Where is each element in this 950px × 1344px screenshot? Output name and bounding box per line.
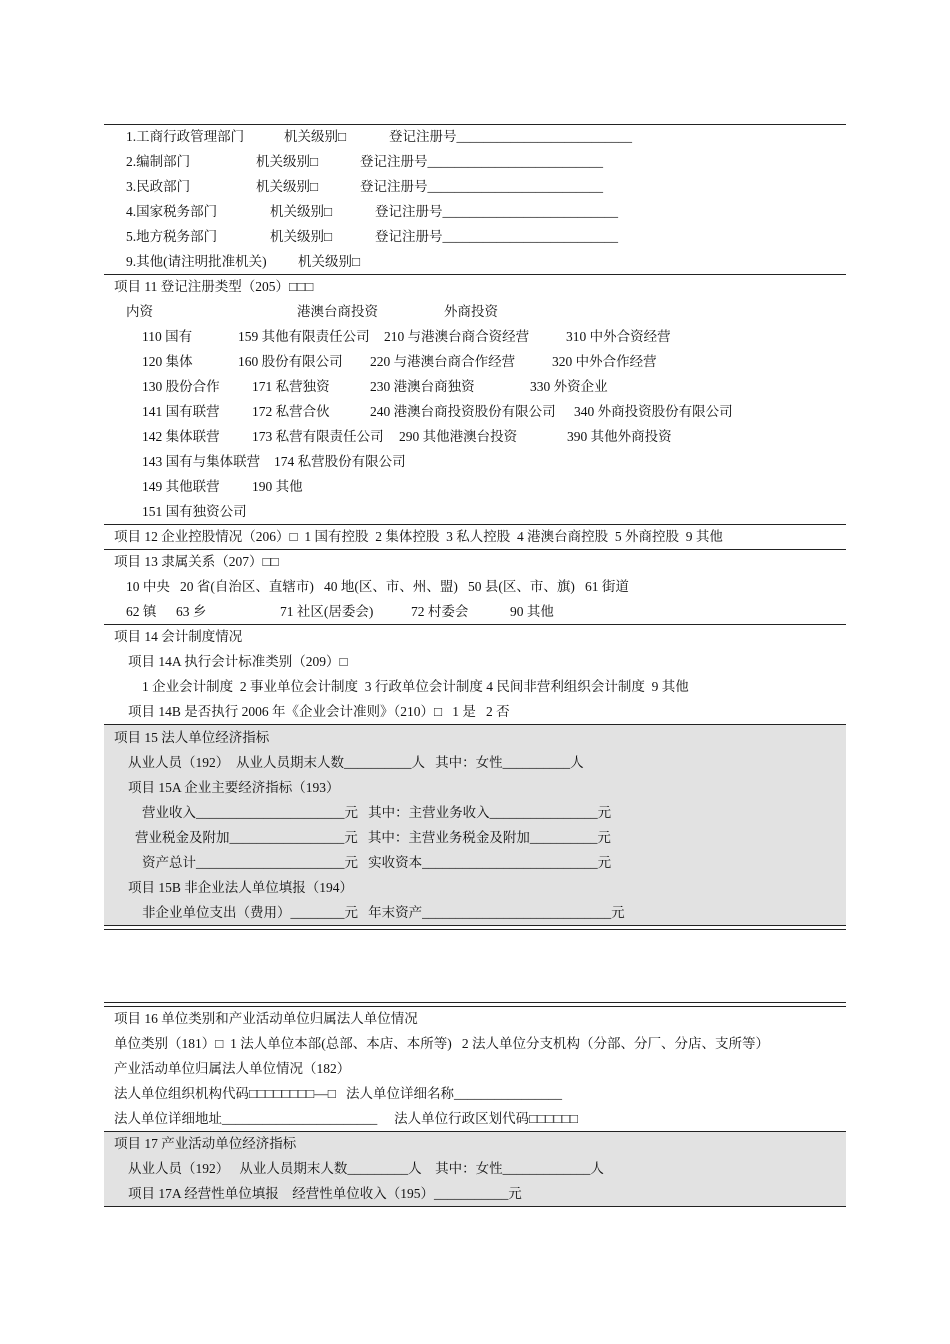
item11-row [104,324,846,349]
item11-row [104,424,846,449]
reg-dept: 4.国家税务部门 [126,204,218,219]
option: 310 中外合资经营 [566,329,671,344]
option: 62 镇 [126,604,157,619]
reg-row-1 [104,124,846,149]
org-code-field[interactable]: 法人单位组织机构代码□□□□□□□□—□ 法人单位详细名称________________ [114,1086,563,1101]
item15-assets [104,850,846,875]
header-foreign: 外商投资 [444,304,498,319]
item15-tax [104,825,846,850]
item14a-options-text: 1 企业会计制度 2 事业单位会计制度 3 行政单位会计制度 4 民间非营利组织会计制度 9 其他 [142,679,689,694]
item15-title-text: 项目 15 法人单位经济指标 [114,730,270,745]
option: 173 私营有限责任公司 [252,429,384,444]
item16-title-text: 项目 16 单位类别和产业活动单位归属法人单位情况 [114,1011,418,1026]
option: 230 港澳台商独资 [370,379,475,394]
item11-title [104,274,846,299]
reg-level[interactable]: 机关级别□ [270,204,333,219]
option: 390 其他外商投资 [567,429,672,444]
item16-address [104,1106,846,1131]
reg-row-5 [104,224,846,249]
option: 172 私营合伙 [252,404,330,419]
option: 142 集体联营 [142,429,220,444]
item17a-field[interactable]: 项目 17A 经营性单位填报 经营性单位收入（195）___________元 [128,1186,522,1201]
option: 130 股份合作 [142,379,220,394]
item13-options: 10 中央 20 省(自治区、直辖市) 40 地(区、市、州、盟) 50 县(区、市、旗) 61 街道 [126,579,629,594]
option: 63 乡 [176,604,207,619]
reg-level[interactable]: 机关级别□ [256,154,319,169]
option: 159 其他有限责任公司 [238,329,370,344]
option: 330 外资企业 [530,379,608,394]
item11-title-text: 项目 11 登记注册类型（205）□□□ [114,279,314,294]
reg-dept: 3.民政部门 [126,179,191,194]
item17-title-text: 项目 17 产业活动单位经济指标 [114,1136,297,1151]
option: 320 中外合作经营 [552,354,657,369]
item15a-title [104,775,846,800]
item14b-text: 项目 14B 是否执行 2006 年《企业会计准则》（210）□ 1 是 2 否 [128,704,510,719]
tax-field[interactable]: 营业税金及附加_________________元 其中：主营业务税金及附加__________元 [135,830,611,845]
form-block-bottom [104,1002,846,1207]
item11-row [104,474,846,499]
reg-dept: 1.工商行政管理部门 [126,129,245,144]
reg-level[interactable]: 机关级别□ [256,179,319,194]
item14a-title [104,649,846,674]
reg-level[interactable]: 机关级别□ [284,129,347,144]
item13-title [104,549,846,574]
item13-line1 [104,574,846,599]
item16-belong [104,1056,846,1081]
item15-nonbiz [104,900,846,925]
bottom-double-rule [104,925,846,930]
reg-dept: 5.地方税务部门 [126,229,218,244]
item15-panel [104,725,846,925]
reg-number[interactable]: 登记注册号__________________________ [360,154,603,169]
option: 171 私营独资 [252,379,330,394]
item13-title-text: 项目 13 隶属关系（207）□□ [114,554,279,569]
form-block-top [104,124,846,929]
item17a [104,1181,846,1206]
item15-revenue [104,800,846,825]
item17-staff-field[interactable]: 从业人员（192） 从业人员期末人数_________人 其中：女性_____________人 [128,1161,604,1176]
reg-row-6 [104,249,846,274]
option: 220 与港澳台商合作经营 [370,354,516,369]
option: 72 村委会 [411,604,469,619]
address-field[interactable]: 法人单位详细地址_______________________ 法人单位行政区划代码□□□□□□ [114,1111,579,1126]
item11-row [104,399,846,424]
item11-row [104,449,846,474]
item15a-title-text: 项目 15A 企业主要经济指标（193） [128,780,340,795]
item11-row [104,349,846,374]
item13-line2 [104,599,846,624]
option: 174 私营股份有限公司 [274,454,406,469]
reg-level[interactable]: 机关级别□ [270,229,333,244]
item14a-options [104,674,846,699]
item11-headers [104,299,846,324]
option: 90 其他 [510,604,554,619]
nonbiz-field[interactable]: 非企业单位支出（费用）________元 年末资产____________________________元 [142,905,625,920]
item17-staff [104,1156,846,1181]
item17-panel [104,1131,846,1206]
reg-dept: 2.编制部门 [126,154,191,169]
reg-dept: 9.其他(请注明批准机关) [126,254,267,269]
bottom-rule [104,1206,846,1207]
option: 141 国有联营 [142,404,220,419]
item11-row [104,499,846,524]
item14-title-text: 项目 14 会计制度情况 [114,629,243,644]
assets-field[interactable]: 资产总计______________________元 实收资本__________________________元 [142,855,612,870]
revenue-field[interactable]: 营业收入______________________元 其中：主营业务收入________________元 [142,805,612,820]
option: 120 集体 [142,354,193,369]
option: 71 社区(居委会) [280,604,374,619]
option: 190 其他 [252,479,303,494]
item15-staff [104,750,846,775]
item11-row [104,374,846,399]
reg-level[interactable]: 机关级别□ [298,254,361,269]
item14-title [104,624,846,649]
option: 149 其他联营 [142,479,220,494]
item14b [104,699,846,724]
header-domestic: 内资 [126,304,153,319]
reg-number[interactable]: 登记注册号__________________________ [375,204,618,219]
option: 210 与港澳台商合资经营 [384,329,530,344]
item12-text: 项目 12 企业控股情况（206）□ 1 国有控股 2 集体控股 3 私人控股 4 港澳台商控股 5 外商控股 9 其他 [114,529,723,544]
item15b-title [104,875,846,900]
reg-row-4 [104,199,846,224]
option: 160 股份有限公司 [238,354,343,369]
item16-title [104,1006,846,1031]
reg-number[interactable]: 登记注册号__________________________ [375,229,618,244]
option: 340 外商投资股份有限公司 [574,404,733,419]
item16-org-code [104,1081,846,1106]
belong-label: 产业活动单位归属法人单位情况（182） [114,1061,351,1076]
item17-title [104,1131,846,1156]
reg-number[interactable]: 登记注册号__________________________ [360,179,603,194]
header-hk-macao-taiwan: 港澳台商投资 [297,304,378,319]
option: 151 国有独资公司 [142,504,247,519]
reg-row-2 [104,149,846,174]
option: 143 国有与集体联营 [142,454,261,469]
option: 110 国有 [142,329,193,344]
item16-category [104,1031,846,1056]
item15-title [104,725,846,750]
option: 240 港澳台商投资股份有限公司 [370,404,556,419]
item15b-title-text: 项目 15B 非企业法人单位填报（194） [128,880,354,895]
reg-row-3 [104,174,846,199]
unit-category-field[interactable]: 单位类别（181）□ 1 法人单位本部(总部、本店、本所等) 2 法人单位分支机构（分部、分厂、分店、支所等） [114,1036,770,1051]
option: 290 其他港澳台投资 [399,429,518,444]
reg-number[interactable]: 登记注册号__________________________ [389,129,632,144]
item15-staff-text[interactable]: 从业人员（192） 从业人员期末人数__________人 其中：女性__________人 [128,755,584,770]
item12-row [104,524,846,549]
item14a-title-text: 项目 14A 执行会计标准类别（209）□ [128,654,348,669]
